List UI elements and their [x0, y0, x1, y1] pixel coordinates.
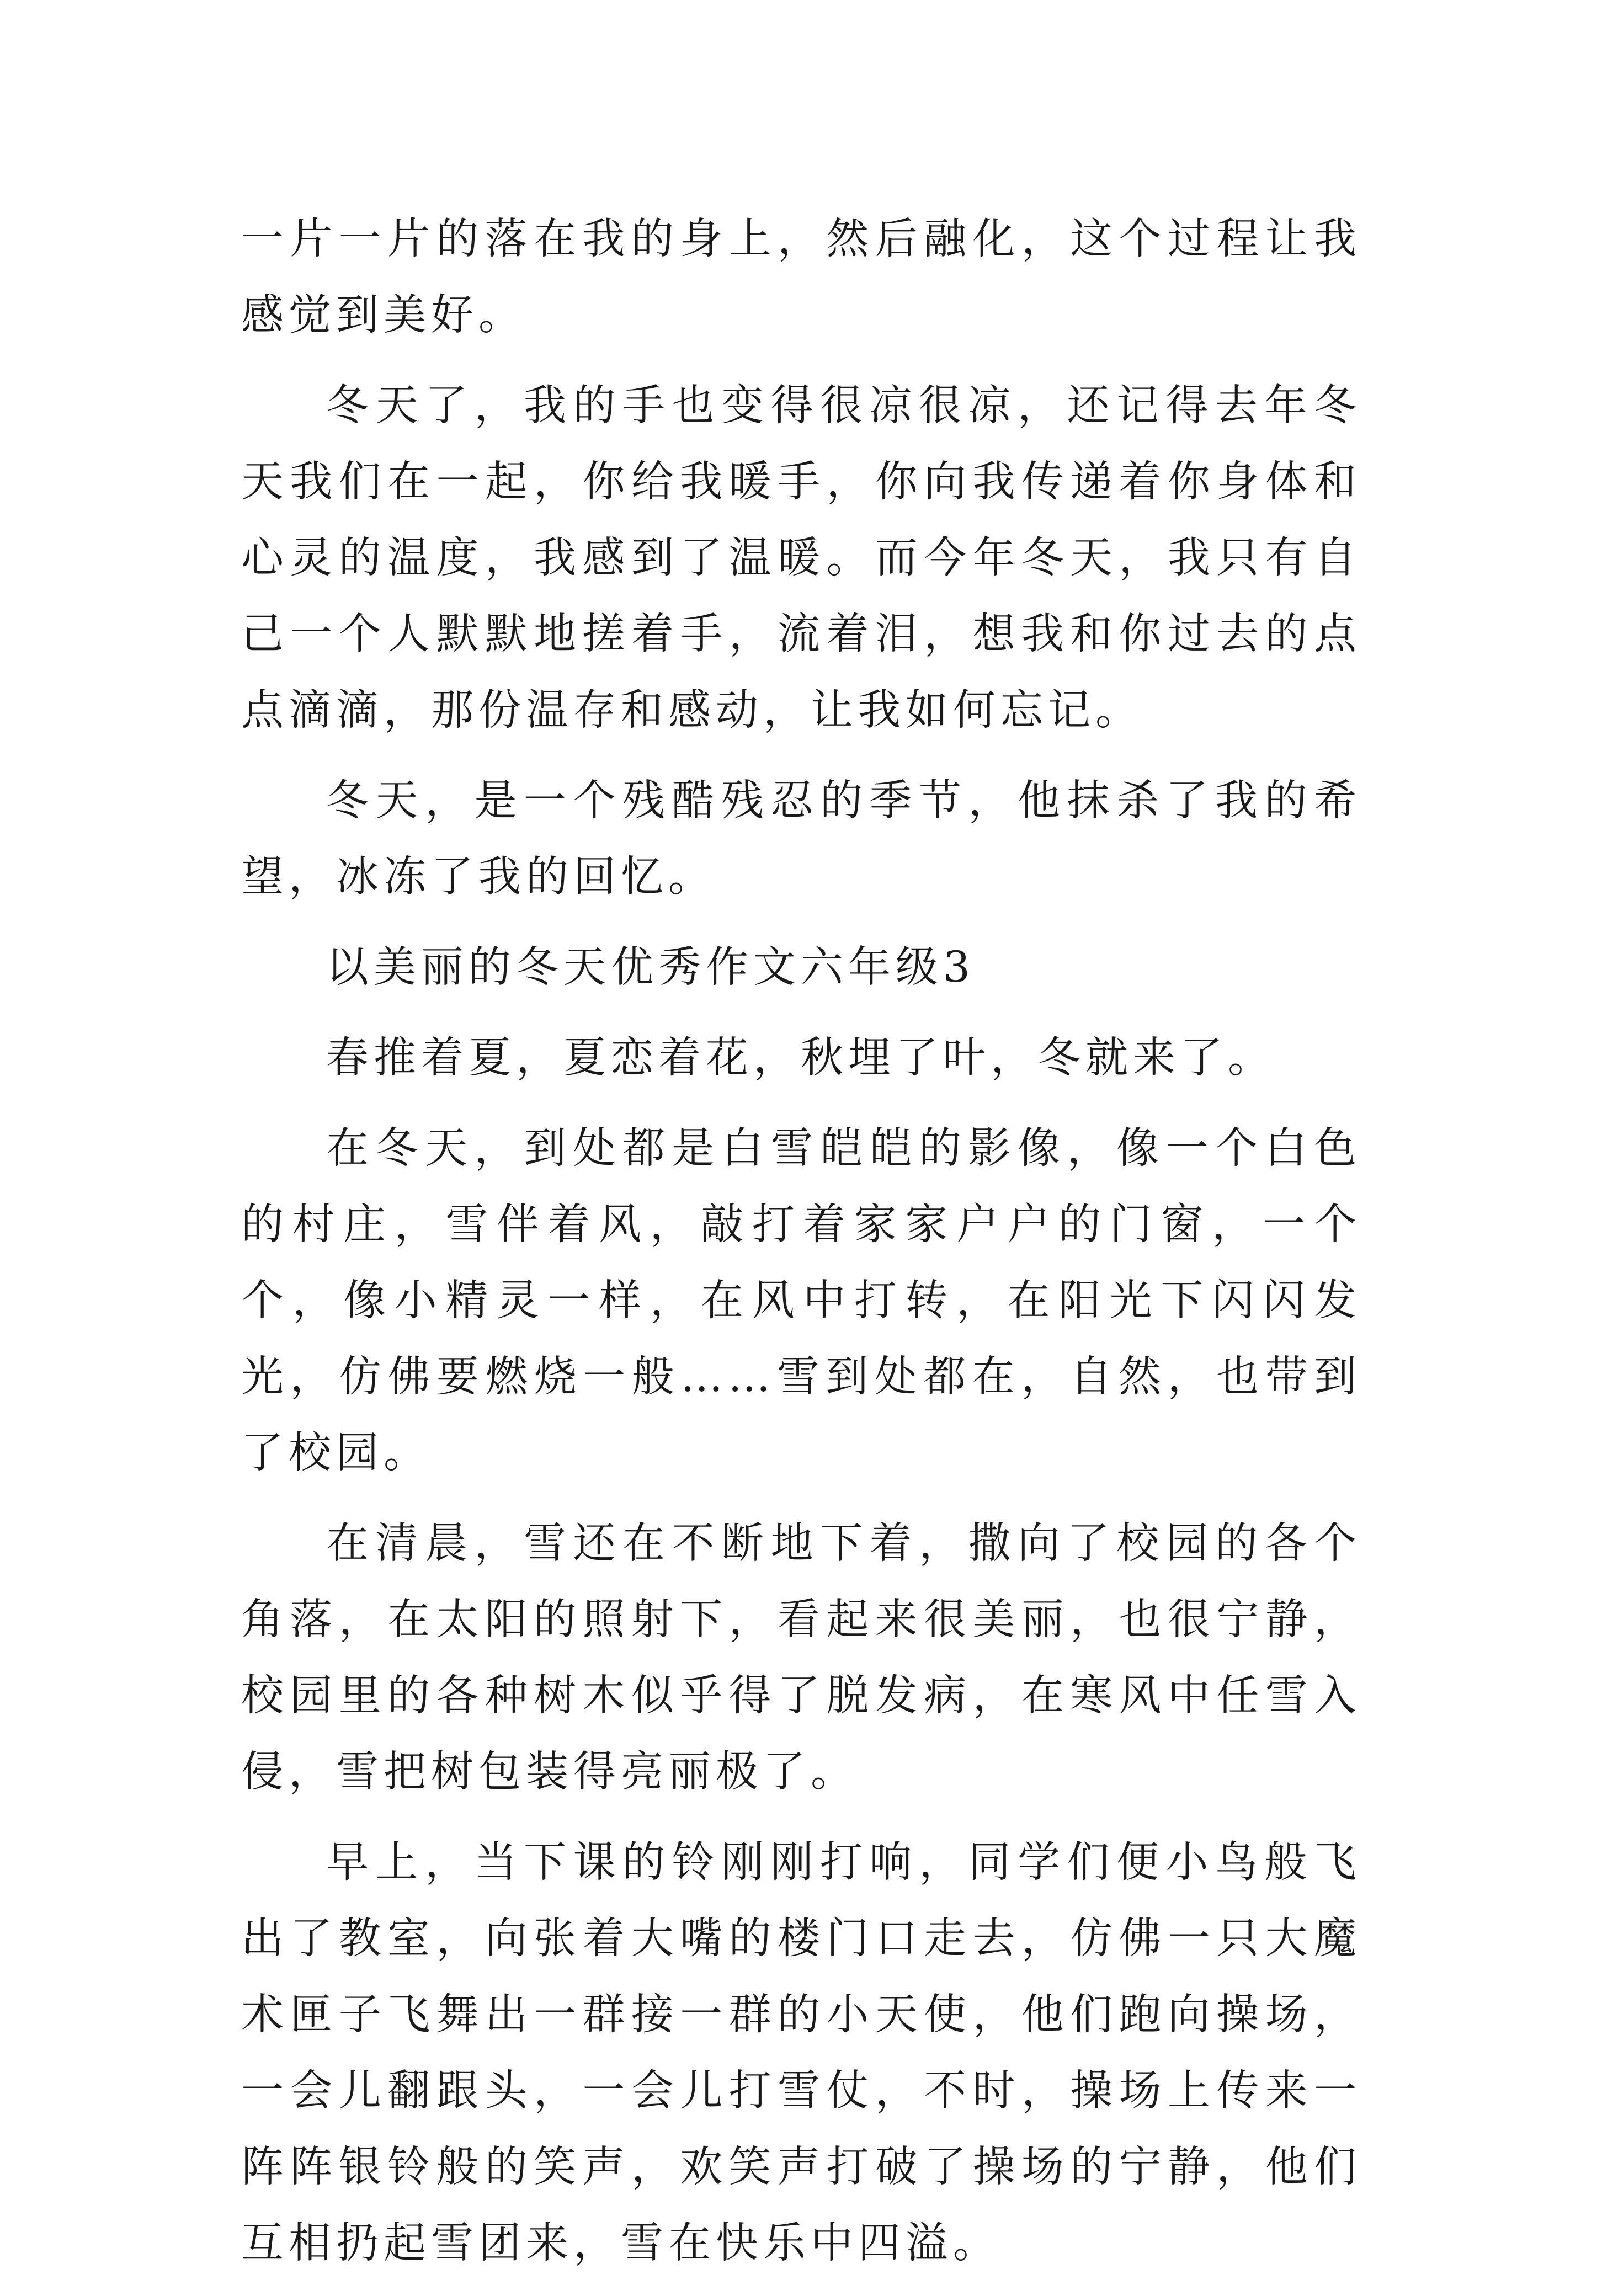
paragraph-1: 一片一片的落在我的身上，然后融化，这个过程让我感觉到美好。 [241, 215, 1361, 340]
section-heading: 以美丽的冬天优秀作文六年级3 [326, 943, 975, 992]
paragraph-2: 冬天了，我的手也变得很凉很凉，还记得去年冬天我们在一起，你给我暖手，你向我传递着你身体和心灵的温度，我感到了温暖。而今年冬天，我只有自己一个人默默地搓着手，流着泪，想我和你过去的点点滴滴，那份温存和感动，让我如何忘记。 [241, 381, 1361, 735]
paragraph-4: 春推着夏，夏恋着花，秋埋了叶，冬就来了。 [326, 1034, 1275, 1083]
paragraph-7: 早上，当下课的铃刚刚打响，同学们便小鸟般飞出了教室，向张着大嘴的楼门口走去，仿佛一只大魔术匣子飞舞出一群接一群的小天使，他们跑向操场，一会儿翻跟头，一会儿打雪仗，不时，操场上传来一阵阵银铃般的笑声，欢笑声打破了操场的宁静，他们互相扔起雪团来，雪在快乐中四溢。 [241, 1838, 1361, 2268]
paragraph-3: 冬天，是一个残酷残忍的季节，他抹杀了我的希望，冰冻了我的回忆。 [241, 776, 1361, 902]
paragraph-6: 在清晨，雪还在不断地下着，撒向了校园的各个角落，在太阳的照射下，看起来很美丽，也很宁静，校园里的各种树木似乎得了脱发病，在寒风中任雪入侵，雪把树包装得亮丽极了。 [241, 1519, 1361, 1797]
paragraph-5: 在冬天，到处都是白雪皑皑的影像，像一个白色的村庄，雪伴着风，敲打着家家户户的门窗，一个个，像小精灵一样，在风中打转，在阳光下闪闪发光，仿佛要燃烧一般……雪到处都在，自然，也带到了校园。 [241, 1124, 1361, 1478]
document-body [241, 201, 1361, 2296]
